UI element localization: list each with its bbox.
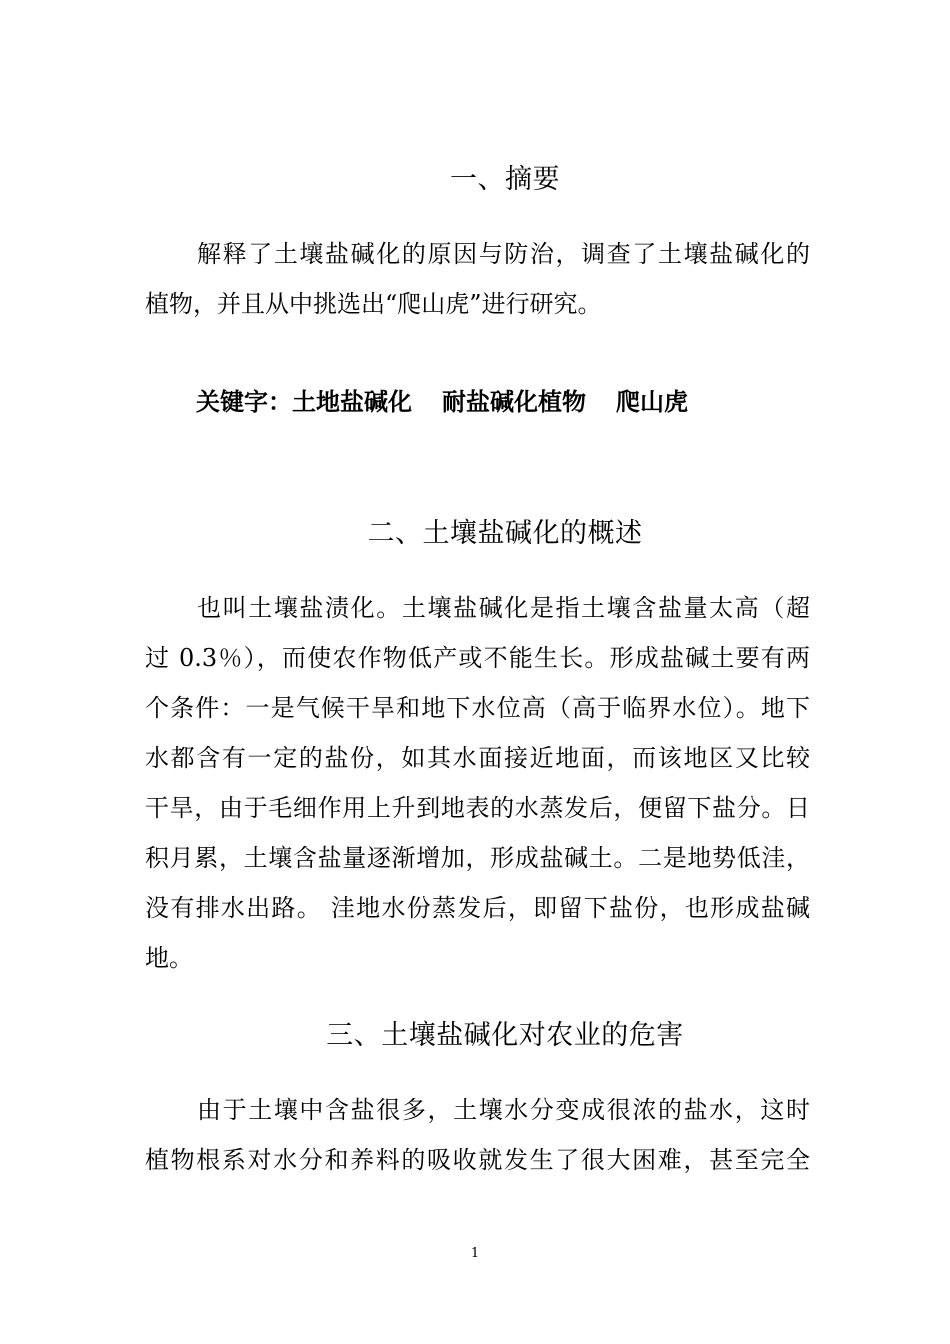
paragraph-line: 过 0.3％），而使农作物低产或不能生长。形成盐碱土要有两	[145, 644, 810, 672]
paragraph-line: 解释了土壤盐碱化的原因与防治，调查了土壤盐碱化的	[197, 240, 810, 268]
keyword-item: 爬山虎	[616, 387, 688, 416]
overview-paragraph	[145, 583, 810, 983]
paragraph-line: 也叫土壤盐渍化。土壤盐碱化是指土壤含盐量太高（超	[197, 594, 810, 622]
section-heading-harm: 三、土壤盐碱化对农业的危害	[326, 1020, 684, 1051]
keywords-line	[196, 382, 688, 417]
keyword-item: 土地盐碱化	[292, 387, 412, 416]
section-heading-overview: 二、土壤盐碱化的概述	[367, 518, 643, 549]
keywords-label: 关键字：	[196, 387, 292, 416]
paragraph-line: 干旱，由于毛细作用上升到地表的水蒸发后，便留下盐分。日	[145, 794, 810, 822]
paragraph-line: 个条件：一是气候干旱和地下水位高（高于临界水位）。地下	[145, 694, 810, 722]
abstract-paragraph	[145, 229, 810, 329]
paragraph-line: 由于土壤中含盐很多，土壤水分变成很浓的盐水，这时	[197, 1096, 810, 1124]
paragraph-line: 水都含有一定的盐份，如其水面接近地面，而该地区又比较	[145, 744, 810, 772]
paragraph-line: 积月累，土壤含盐量逐渐增加，形成盐碱土。二是地势低洼，	[145, 844, 810, 872]
paragraph-line: 植物，并且从中挑选出“爬山虎”进行研究。	[145, 290, 602, 318]
paragraph-line: 没有排水出路。 洼地水份蒸发后，即留下盐份，也形成盐碱	[145, 894, 810, 922]
paragraph-line: 地。	[145, 944, 193, 972]
keyword-item: 耐盐碱化植物	[442, 387, 586, 416]
harm-paragraph	[145, 1085, 810, 1185]
paragraph-line: 植物根系对水分和养料的吸收就发生了很大困难，甚至完全	[145, 1146, 810, 1174]
page-number: 1	[470, 1246, 480, 1261]
section-heading-abstract: 一、摘要	[450, 164, 560, 195]
